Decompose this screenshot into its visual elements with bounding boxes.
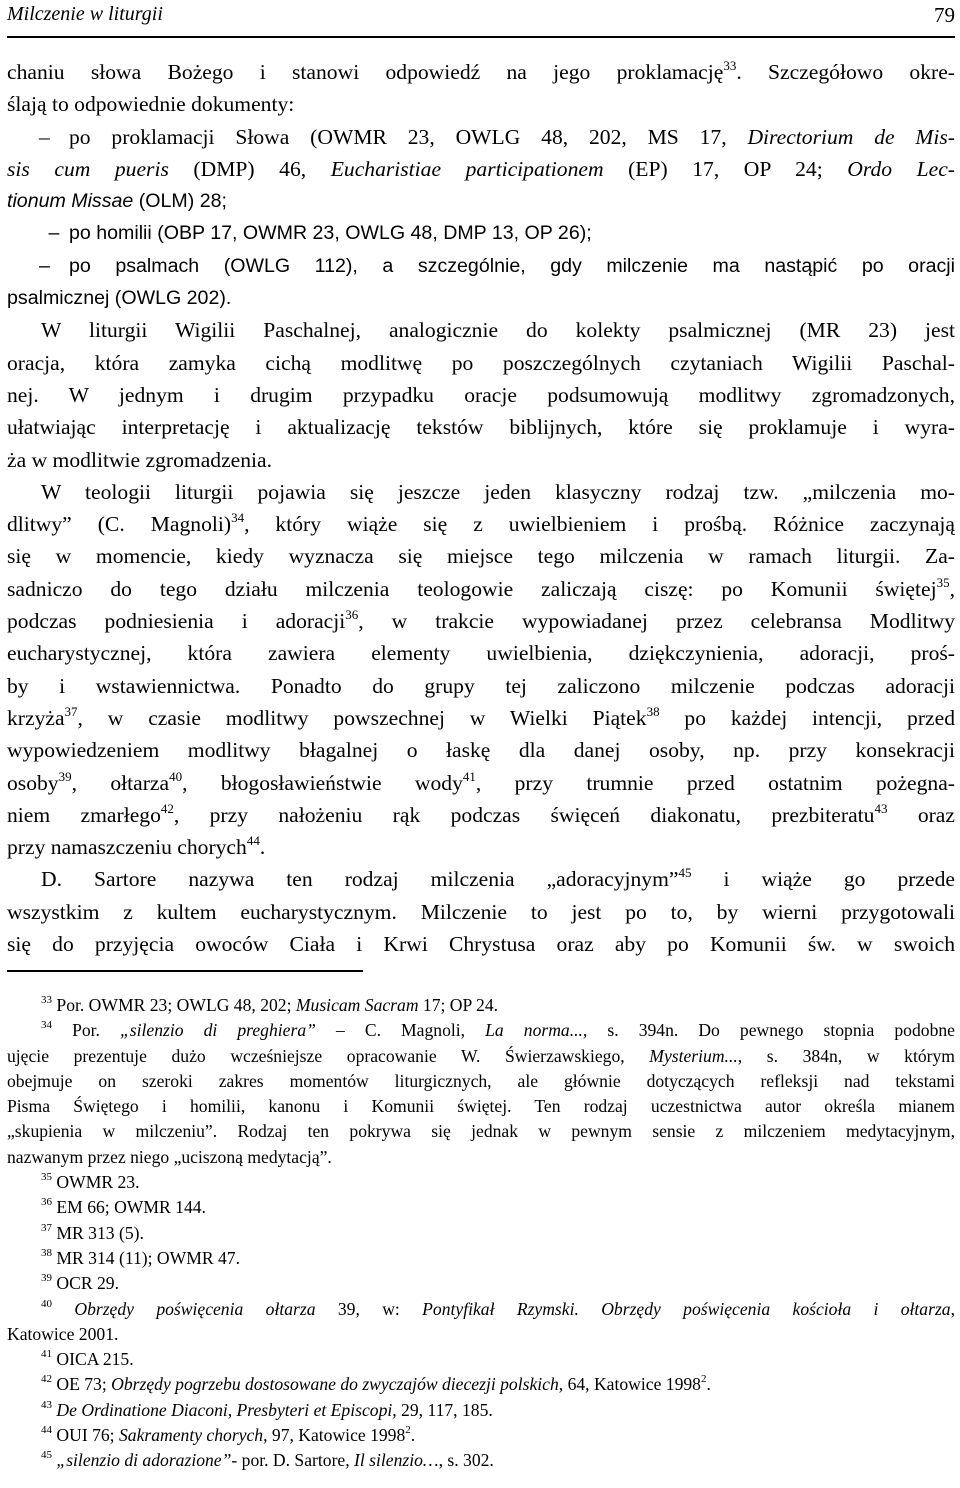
body-line: chaniu słowa Bożego i stanowi odpowiedź na jego proklamację$^{33}$. Szczegółowo okre- xyxy=(7,58,955,84)
body-line: podczas podniesienia i adoracji$^{36}$, w trakcie wypowiadanej przez celebransa Modlitwy xyxy=(7,607,955,634)
body-line: krzyża$^{37}$, w czasie modlitwy powszechnej w Wielki Piątek$^{38}$ po każdej intencji, przed xyxy=(7,703,955,730)
body-line: ułatwiając interpretację i aktualizację tekstów biblijnych, które się proklamuje i wyra- xyxy=(7,415,955,440)
body-line: W teologii liturgii pojawia się jeszcze jeden klasyczny rodzaj tzw. „milczenia mo- xyxy=(41,479,955,504)
header-rule xyxy=(7,36,955,38)
footnote-line: Pisma Świętego i homilii, kanonu i Komunii świętej. Ten rodzaj uczestnictwa autor określa mianem xyxy=(7,1096,955,1117)
page-number: 79 xyxy=(934,3,955,27)
body-line: osoby$^{39}$, ołtarza$^{40}$, błogosławieństwie wody$^{41}$, przy trumnie przed ostatnim pożegna- xyxy=(7,768,955,795)
footnote: $^{34}$ Por. „silenzio di preghiera” – C. Magnoli, La norma..., s. 394n. Do pewnego stopnia podobne xyxy=(41,1019,955,1041)
dash-bullet: – xyxy=(48,222,60,245)
body-line: przy namaszczeniu chorych$^{44}$. xyxy=(7,833,266,860)
body-line: eucharystycznej, która zawiera elementy uwielbienia, dziękczynienia, adoracji, proś- xyxy=(7,641,955,666)
footnote-line: „skupienia w milczeniu”. Rodzaj ten pokrywa się jednak w pewnym sensie z milczeniem medytacyjnym, xyxy=(7,1121,955,1142)
body-line: się do przyjęcia owoców Ciała i Krwi Chrystusa oraz aby po Komunii św. w swoich xyxy=(7,932,955,957)
body-line: ża w modlitwie zgromadzenia. xyxy=(7,447,273,472)
footnote: $^{44}$ OUI 76; Sakramenty chorych, 97, Katowice 1998$^2$. xyxy=(41,1424,416,1446)
footnote: $^{33}$ Por. OWMR 23; OWLG 48, 202; Musicam Sacram 17; OP 24. xyxy=(41,994,499,1015)
body-line: by i wstawiennictwa. Ponadto do grupy tej zaliczono milczenie podczas adoracji xyxy=(7,673,955,698)
running-header xyxy=(7,3,955,31)
body-line: wypowiedzeniem modlitwy błagalnej o łaskę dla danej osoby, np. przy konsekracji xyxy=(7,738,955,763)
body-line: tionum Missae (OLM) 28; xyxy=(7,190,227,213)
footnotes xyxy=(7,993,955,1474)
body-line: psalmicznej (OWLG 202). xyxy=(7,287,232,310)
footnote: $^{41}$ OICA 215. xyxy=(41,1348,134,1370)
body-text xyxy=(7,56,955,960)
footnote: $^{39}$ OCR 29. xyxy=(41,1272,119,1294)
footnote-line: Katowice 2001. xyxy=(7,1323,119,1344)
footnote: $^{45}$ „silenzio di adorazione”- por. D. Sartore, Il silenzio…, s. 302. xyxy=(41,1449,494,1471)
list-item: – po proklamacji Słowa (OWMR 23, OWLG 48, 202, MS 17, Directorium de Mis- xyxy=(7,121,955,153)
list-item: – po psalmach (OWLG 112), a szczególnie, gdy milczenie ma nastąpić po oracji xyxy=(7,250,955,282)
footnote: $^{43}$ De Ordinatione Diaconi, Presbyteri et Episcopi, 29, 117, 185. xyxy=(41,1398,493,1420)
footnote: $^{38}$ MR 314 (11); OWMR 47. xyxy=(41,1246,240,1268)
dash-bullet: – xyxy=(39,124,50,149)
body-line: się w momencie, kiedy wyznacza się miejsce tego milczenia w ramach liturgii. Za- xyxy=(7,544,955,569)
footnote-line: nazwanym przez niego „uciszoną medytacją”. xyxy=(7,1146,332,1167)
body-line: dlitwy” (C. Magnoli)$^{34}$, który wiąże się z uwielbieniem i prośbą. Różnice zaczynają xyxy=(7,510,955,537)
footnote-separator xyxy=(7,970,363,972)
body-line: oracja, która zamyka cichą modlitwę po poszczególnych czytaniach Wigilii Paschal- xyxy=(7,350,955,375)
body-line: niem zmarłego$^{42}$, przy nałożeniu rąk podczas święceń diakonatu, prezbiteratu$^{43}$ oraz xyxy=(7,800,955,827)
footnote-line: ujęcie prezentuje dużo wcześniejsze opracowanie W. Świerzawskiego, Mysterium..., s. 384n, w którym xyxy=(7,1045,955,1066)
footnote: $^{40}$ Obrzędy poświęcenia ołtarza 39, w: Pontyfikał Rzymski. Obrzędy poświęcenia kościoła i ołtarza, xyxy=(41,1297,955,1319)
body-line: sadniczo do tego działu milczenia teologowie zaliczają ciszę: po Komunii świętej$^{35}$, xyxy=(7,574,955,601)
body-line: wszystkim z kultem eucharystycznym. Milczenie to jest po to, by wierni przygotowali xyxy=(7,899,955,924)
footnote: $^{35}$ OWMR 23. xyxy=(41,1171,140,1193)
dash-bullet: – xyxy=(39,254,50,277)
body-line: W liturgii Wigilii Paschalnej, analogicznie do kolekty psalmicznej (MR 23) jest xyxy=(41,318,955,343)
footnote: $^{37}$ MR 313 (5). xyxy=(41,1221,144,1243)
list-item: – po homilii (OBP 17, OWMR 23, OWLG 48, DMP 13, OP 26); xyxy=(7,217,955,249)
footnote-line: obejmuje on szeroki zakres momentów liturgicznych, ale głównie dotyczących refleksji nad tekstami xyxy=(7,1070,955,1091)
footnote: $^{42}$ OE 73; Obrzędy pogrzebu dostosowane do zwyczajów diecezji polskich, 64, Katowice 1998$^2$. xyxy=(41,1373,711,1395)
footnote: $^{36}$ EM 66; OWMR 144. xyxy=(41,1196,206,1218)
body-line: nej. W jednym i drugim przypadku oracje podsumowują modlitwy zgromadzonych, xyxy=(7,382,955,407)
running-title: Milczenie w liturgii xyxy=(7,3,163,25)
body-line: D. Sartore nazywa ten rodzaj milczenia „adoracyjnym”$^{45}$ i wiąże go przede xyxy=(41,865,955,892)
body-line: sis cum pueris (DMP) 46, Eucharistiae participationem (EP) 17, OP 24; Ordo Lec- xyxy=(7,156,955,181)
body-line: ślają to odpowiednie dokumenty: xyxy=(7,92,295,117)
